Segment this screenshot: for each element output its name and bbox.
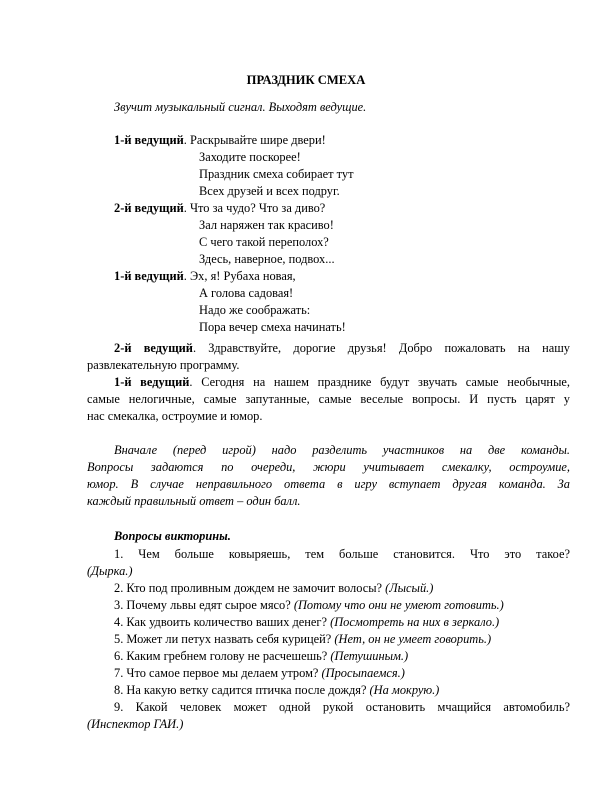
paragraph-line: развлекательную программу.: [87, 358, 240, 372]
speech-text: . Здравствуйте, дорогие друзья! Добро пожаловать на нашу: [192, 341, 570, 355]
stage-direction: Звучит музыкальный сигнал. Выходят ведущие.: [114, 100, 367, 114]
speaker-name: 2-й ведущий: [114, 201, 184, 215]
speech-text: . Эх, я! Рубаха новая,: [183, 269, 296, 283]
question-text: 2. Кто под проливным дождем не замочит волосы?: [114, 581, 386, 595]
quiz-question: 9. Какой человек может одной рукой остановить мчащийся автомобиль?: [114, 700, 570, 714]
verse-line: Праздник смеха собирает тут: [199, 167, 354, 181]
paragraph-line: самые нелогичные, самые запутанные, самые веселые вопросы. И пусть царят у: [87, 392, 570, 406]
quiz-answer: (Потому что они не умеют готовить.): [293, 598, 504, 612]
quiz-question: 1. Чем больше ковыряешь, тем больше становится. Что это такое?: [114, 547, 570, 561]
quiz-question: [114, 597, 504, 613]
quiz-question: [114, 580, 433, 596]
rules-line: Вначале (перед игрой) надо разделить участников на две команды.: [114, 443, 570, 457]
quiz-answer: (На мокрую.): [369, 683, 440, 697]
quiz-question: [114, 614, 499, 630]
question-text: 8. На какую ветку садится птичка после дождя?: [114, 683, 370, 697]
speech-text: . Что за чудо? Что за диво?: [183, 201, 326, 215]
quiz-question: [114, 631, 491, 647]
quiz-answer: (Дырка.): [87, 564, 133, 578]
quiz-answer: (Просыпаемся.): [321, 666, 405, 680]
quiz-answer: (Лысый.): [385, 581, 434, 595]
dialogue-line: [114, 132, 326, 148]
dialogue-line: [114, 200, 325, 216]
dialogue-line: [87, 374, 570, 390]
question-text: 6. Каким гребнем голову не расчешешь?: [114, 649, 331, 663]
verse-line: С чего такой переполох?: [199, 235, 329, 249]
verse-line: Всех друзей и всех подруг.: [199, 184, 340, 198]
rules-line: Вопросы задаются по очереди, жюри учитывает смекалку, остроумие,: [87, 460, 570, 474]
question-text: 4. Как удвоить количество ваших денег?: [114, 615, 331, 629]
dialogue-line: [114, 268, 296, 284]
question-text: 5. Может ли петух назвать себя курицей?: [114, 632, 335, 646]
quiz-answer: (Нет, он не умеет говорить.): [334, 632, 492, 646]
quiz-answer: (Инспектор ГАИ.): [87, 717, 184, 731]
speaker-name: 1-й ведущий: [114, 133, 184, 147]
quiz-answer: (Посмотреть на них в зеркало.): [330, 615, 500, 629]
rules-line: каждый правильный ответ – один балл.: [87, 494, 301, 508]
verse-line: А голова садовая!: [199, 286, 294, 300]
verse-line: Надо же соображать:: [199, 303, 311, 317]
question-text: 3. Почему львы едят сырое мясо?: [114, 598, 294, 612]
paragraph-line: нас смекалка, остроумие и юмор.: [87, 409, 263, 423]
quiz-answer: (Петушиным.): [330, 649, 409, 663]
quiz-heading: Вопросы викторины.: [114, 529, 231, 543]
quiz-question: [114, 682, 439, 698]
speech-text: . Раскрывайте шире двери!: [183, 133, 326, 147]
verse-line: Заходите поскорее!: [199, 150, 301, 164]
speaker-name: 2-й ведущий: [114, 341, 193, 355]
quiz-question: [114, 665, 405, 681]
question-text: 7. Что самое первое мы делаем утром?: [114, 666, 322, 680]
dialogue-line: [87, 340, 570, 356]
speech-text: . Сегодня на нашем празднике будут звучать самые необычные,: [189, 375, 570, 389]
verse-line: Зал наряжен так красиво!: [199, 218, 334, 232]
speaker-name: 1-й ведущий: [114, 269, 184, 283]
speaker-name: 1-й ведущий: [114, 375, 190, 389]
verse-line: Здесь, наверное, подвох...: [199, 252, 335, 266]
quiz-question: [114, 648, 408, 664]
page-title: ПРАЗДНИК СМЕХА: [246, 73, 366, 87]
rules-line: юмор. В случае неправильного ответа в игру вступает другая команда. За: [87, 477, 570, 491]
verse-line: Пора вечер смеха начинать!: [199, 320, 346, 334]
